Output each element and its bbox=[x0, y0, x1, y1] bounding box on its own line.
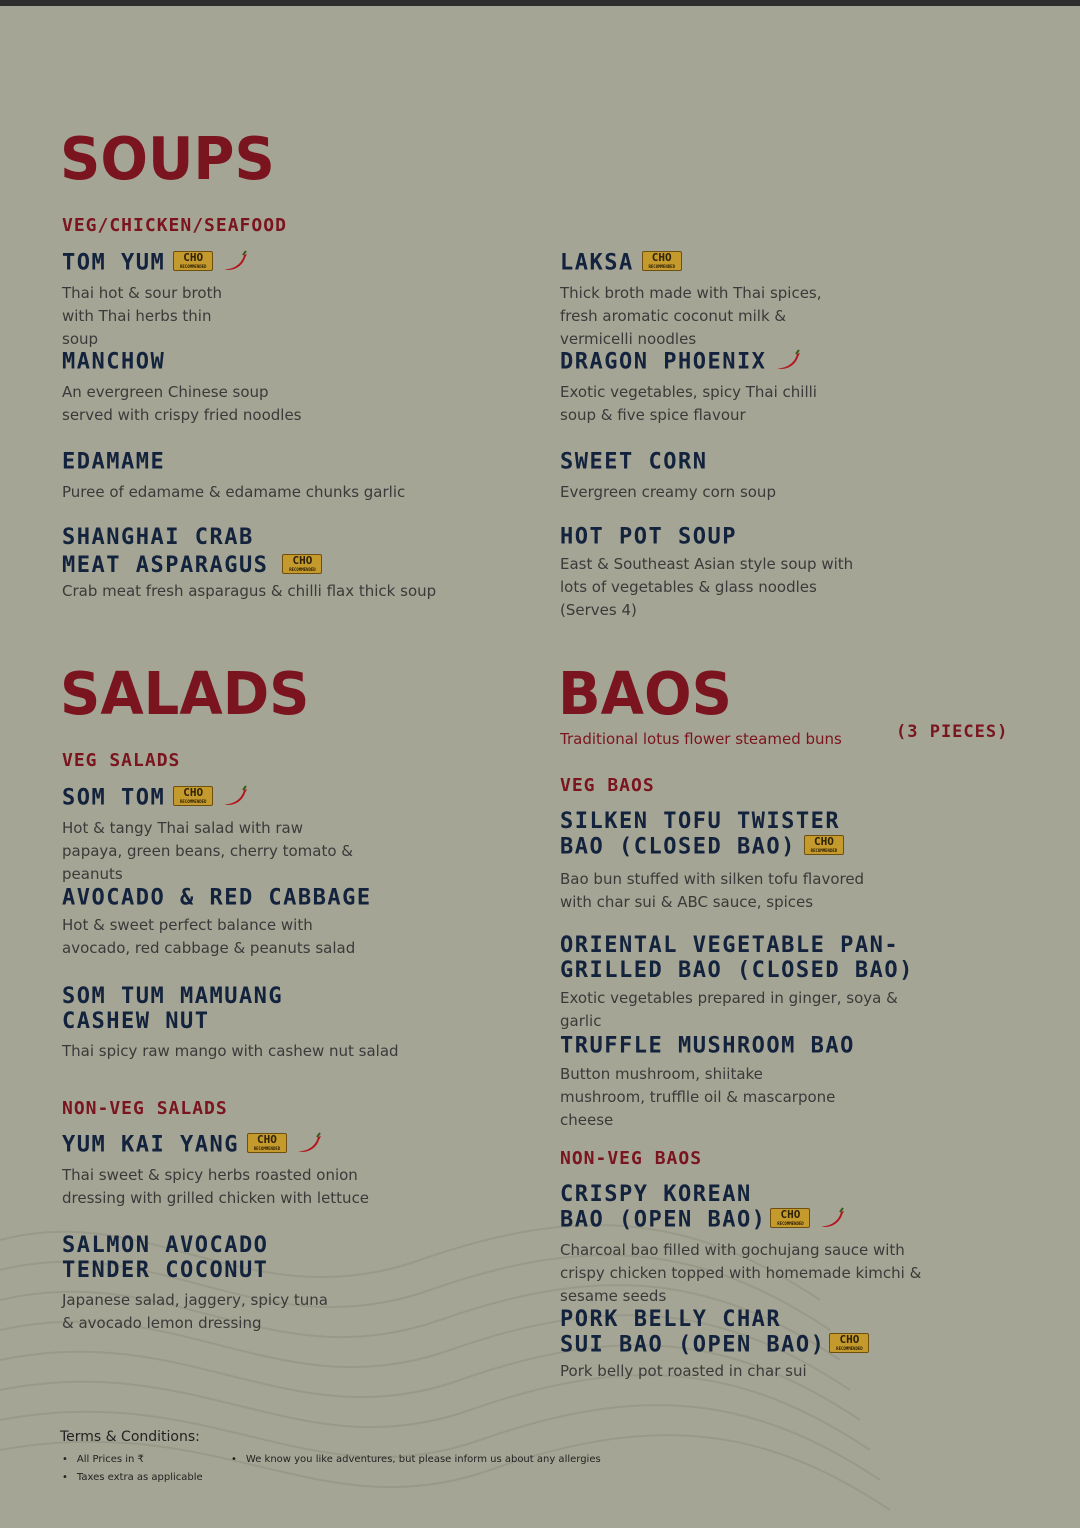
item-description: Charcoal bao filled with gochujang sauce with crispy chicken topped with homemade kimchi & sesame seeds bbox=[560, 1240, 922, 1305]
menu-item-crispy-korean-bao bbox=[560, 1182, 1020, 1308]
item-name: SOM TOM bbox=[62, 785, 166, 811]
menu-item-manchow bbox=[62, 349, 522, 427]
terms-line-allergies: • We know you like adventures, but please inform us about any allergies bbox=[231, 1453, 601, 1466]
soups-title: SOUPS bbox=[60, 125, 275, 194]
veg-baos-subtitle: VEG BAOS bbox=[560, 775, 655, 796]
item-description: Thai sweet & spicy herbs roasted onion dressing with grilled chicken with lettuce bbox=[62, 1165, 370, 1207]
non-veg-baos-subtitle: NON-VEG BAOS bbox=[560, 1148, 703, 1169]
item-name-line2: MEAT ASPARAGUS bbox=[62, 553, 269, 578]
item-name: YUM KAI YANG bbox=[62, 1132, 239, 1158]
menu-item-truffle-mushroom-bao bbox=[560, 1033, 1020, 1132]
item-description: Button mushroom, shiitake mushroom, trufflle oil & mascarpone cheese bbox=[560, 1064, 836, 1129]
item-description: Hot & sweet perfect balance with avocado, red cabbage & peanuts salad bbox=[62, 915, 356, 957]
menu-item-oriental-vegetable-bao bbox=[560, 933, 1020, 1033]
item-name: LAKSA bbox=[560, 250, 634, 276]
salads-title: SALADS bbox=[60, 660, 310, 729]
menu-item-avocado-red-cabbage bbox=[62, 885, 522, 960]
recommended-badge-icon: CHO RECOMMENDED bbox=[247, 1133, 287, 1153]
item-name-line1: SOM TUM MAMUANG bbox=[62, 984, 284, 1009]
recommended-badge-icon: CHO RECOMMENDED bbox=[173, 786, 213, 806]
item-name-line2: BAO (OPEN BAO) bbox=[560, 1207, 767, 1233]
item-description: Puree of edamame & edamame chunks garlic bbox=[62, 482, 406, 501]
menu-item-yum-kai-yang bbox=[62, 1132, 522, 1210]
item-name-line1: CRISPY KOREAN bbox=[560, 1182, 752, 1207]
terms-title: Terms & Conditions: bbox=[60, 1429, 200, 1445]
recommended-badge-icon: CHO RECOMMENDED bbox=[282, 554, 322, 574]
item-name: MANCHOW bbox=[62, 349, 166, 375]
item-description: Exotic vegetables prepared in ginger, soya & garlic bbox=[560, 989, 898, 1030]
item-name-line1: SALMON AVOCADO bbox=[62, 1233, 269, 1258]
menu-item-edamame bbox=[62, 449, 522, 504]
item-name-line2: CASHEW NUT bbox=[62, 1009, 210, 1034]
menu-item-dragon-phoenix bbox=[560, 349, 1020, 427]
item-description: Exotic vegetables, spicy Thai chilli soup & five spice flavour bbox=[560, 382, 817, 424]
item-name-line2: SUI BAO (OPEN BAO) bbox=[560, 1332, 826, 1358]
item-description: Evergreen creamy corn soup bbox=[560, 482, 776, 501]
baos-title: BAOS bbox=[558, 660, 732, 729]
item-description: Thai spicy raw mango with cashew nut salad bbox=[62, 1042, 399, 1060]
item-description: Japanese salad, jaggery, spicy tuna & avocado lemon dressing bbox=[62, 1291, 328, 1332]
menu-item-som-tom bbox=[62, 785, 522, 886]
item-description: Crab meat fresh asparagus & chilli flax thick soup bbox=[62, 582, 437, 600]
recommended-badge-icon: CHO RECOMMENDED bbox=[642, 251, 682, 271]
non-veg-salads-subtitle: NON-VEG SALADS bbox=[62, 1098, 228, 1119]
item-name-line1: PORK BELLY CHAR bbox=[560, 1307, 782, 1332]
recommended-badge-icon: CHO RECOMMENDED bbox=[829, 1333, 869, 1353]
item-name: TOM YUM bbox=[62, 250, 166, 276]
soups-subtitle: VEG/CHICKEN/SEAFOOD bbox=[62, 215, 287, 236]
item-name: EDAMAME bbox=[62, 449, 166, 475]
item-description: Pork belly pot roasted in char sui bbox=[560, 1361, 807, 1380]
menu-item-tom-yum bbox=[62, 250, 522, 351]
chilli-spicy-icon bbox=[221, 785, 249, 807]
item-name: TRUFFLE MUSHROOM BAO bbox=[560, 1033, 855, 1059]
veg-salads-subtitle: VEG SALADS bbox=[62, 750, 181, 771]
item-name-line2: TENDER COCONUT bbox=[62, 1258, 269, 1283]
chilli-spicy-icon bbox=[774, 349, 802, 371]
top-bar bbox=[0, 0, 1080, 6]
item-description: Bao bun stuffed with silken tofu flavored with char sui & ABC sauce, spices bbox=[560, 869, 865, 911]
menu-item-hot-pot-soup bbox=[560, 524, 1020, 622]
chilli-spicy-icon bbox=[295, 1132, 323, 1154]
baos-note: Traditional lotus flower steamed buns bbox=[560, 730, 842, 748]
item-name-line1: SHANGHAI CRAB bbox=[62, 525, 254, 550]
menu-item-pork-belly-bao bbox=[560, 1307, 1020, 1383]
item-description: Thai hot & sour broth with Thai herbs thin soup bbox=[62, 283, 222, 348]
chilli-spicy-icon bbox=[818, 1207, 846, 1229]
menu-item-shanghai-crab bbox=[62, 524, 522, 603]
item-name: HOT POT SOUP bbox=[560, 524, 737, 550]
menu-item-sweet-corn bbox=[560, 449, 1020, 504]
item-name-line1: ORIENTAL VEGETABLE PAN- bbox=[560, 933, 900, 958]
item-name: AVOCADO & RED CABBAGE bbox=[62, 885, 372, 911]
item-name-line1: SILKEN TOFU TWISTER bbox=[560, 809, 841, 834]
menu-item-laksa bbox=[560, 250, 1020, 351]
item-name-line2: GRILLED BAO (CLOSED BAO) bbox=[560, 958, 914, 983]
menu-item-silken-tofu-bao bbox=[560, 809, 1020, 914]
item-name: SWEET CORN bbox=[560, 449, 708, 475]
recommended-badge-icon: CHO RECOMMENDED bbox=[804, 835, 844, 855]
menu-item-som-tum-mamuang bbox=[62, 984, 522, 1063]
item-name: DRAGON PHOENIX bbox=[560, 349, 767, 375]
terms-line-taxes: • Taxes extra as applicable bbox=[62, 1471, 203, 1484]
menu-item-salmon-avocado bbox=[62, 1233, 522, 1335]
item-name-line2: BAO (CLOSED BAO) bbox=[560, 834, 796, 860]
item-description: Hot & tangy Thai salad with raw papaya, green beans, cherry tomato & peanuts bbox=[62, 818, 354, 883]
baos-pieces: (3 PIECES) bbox=[896, 722, 1009, 742]
chilli-spicy-icon bbox=[221, 250, 249, 272]
recommended-badge-icon: CHO RECOMMENDED bbox=[173, 251, 213, 271]
item-description: East & Southeast Asian style soup with lots of vegetables & glass noodles (Serves 4) bbox=[560, 554, 854, 619]
recommended-badge-icon: CHO RECOMMENDED bbox=[770, 1208, 810, 1228]
item-description: Thick broth made with Thai spices, fresh aromatic coconut milk & vermicelli noodles bbox=[560, 283, 822, 348]
terms-line-prices: • All Prices in ₹ bbox=[62, 1453, 144, 1466]
item-description: An evergreen Chinese soup served with crispy fried noodles bbox=[62, 382, 302, 424]
